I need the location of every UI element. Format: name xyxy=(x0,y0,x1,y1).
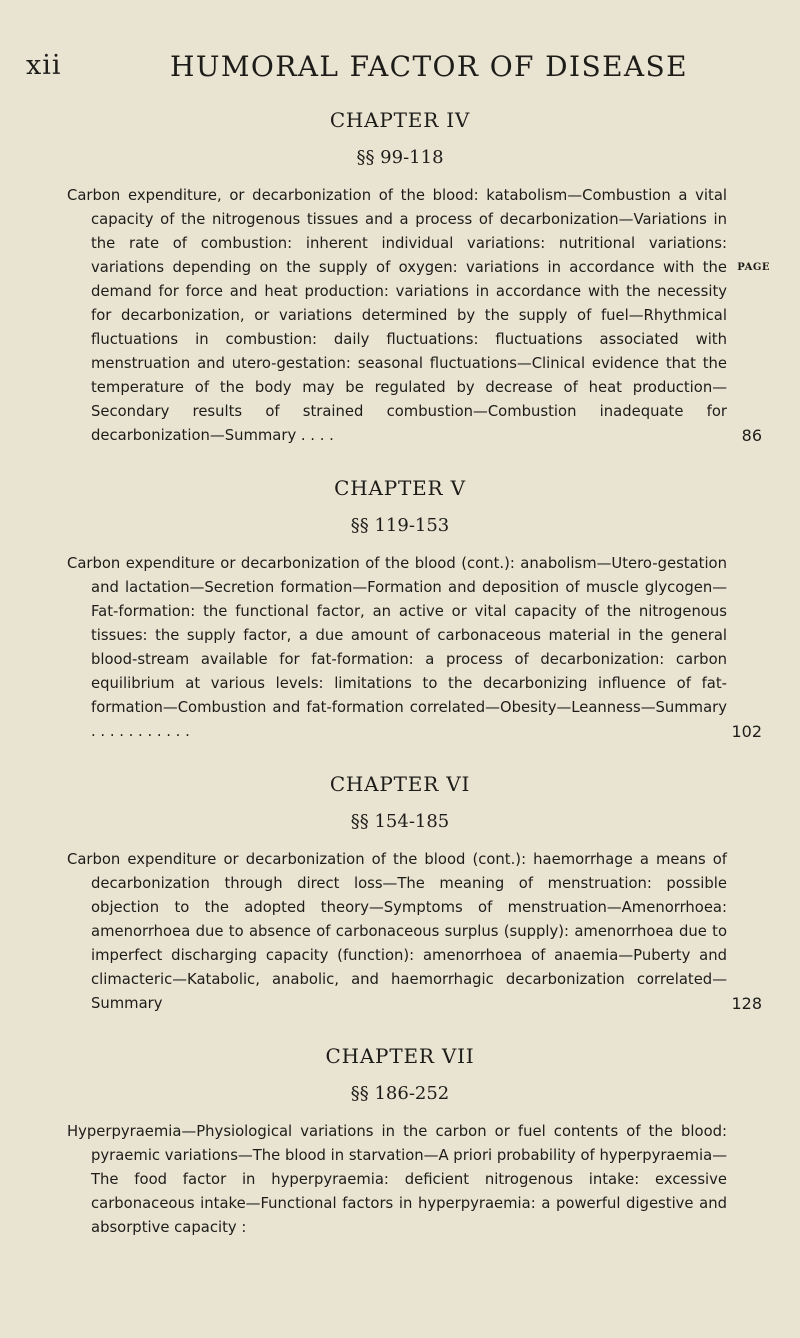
chapter-sections: §§ 186-252 xyxy=(350,1083,450,1104)
chapter-heading xyxy=(0,108,800,168)
chapter-sections: §§ 154-185 xyxy=(350,811,450,832)
chapter-title: CHAPTER VI xyxy=(329,772,471,796)
chapter-sections: §§ 119-153 xyxy=(350,515,450,536)
chapter-summary xyxy=(67,184,727,448)
running-title: HUMORAL FACTOR OF DISEASE xyxy=(170,50,688,83)
chapter-page-number: 102 xyxy=(731,722,762,741)
chapter-summary xyxy=(67,1120,727,1240)
running-head xyxy=(26,50,774,90)
chapter-summary xyxy=(67,848,727,1016)
page-number-roman: xii xyxy=(26,50,62,81)
chapter-title: CHAPTER VII xyxy=(325,1044,475,1068)
chapter-heading xyxy=(0,1044,800,1104)
chapter-summary-text: Carbon expenditure or decarbonization of the blood (cont.): anabolism—Utero-gestation and lactation—Secretion formation—Formation and deposition of muscle glycogen—Fat-formation: the functional factor, an active or vital capacity of the nitrogenous tissues: the supply factor, a due amount of carbonaceous material in the general blood-stream available for fat-formation: a process of decarbonization: carbon equilibrium at various levels: limitations to the decarbonizing influence of fat-formation—Combustion and fat-formation correlated—Obesity—Leanness—Summary . . . . . . . . . . . xyxy=(67,555,727,740)
chapter-page-number: 86 xyxy=(741,426,762,445)
chapter-sections: §§ 99-118 xyxy=(356,147,444,168)
chapter-title: CHAPTER V xyxy=(334,476,466,500)
chapter-summary xyxy=(67,552,727,744)
chapter-summary-text: Hyperpyraemia—Physiological variations in the carbon or fuel contents of the blood: pyraemic variations—The blood in starvation—A priori probability of hyperpyraemia—The food factor in hyperpyraemia: deficient nitrogenous intake: excessive carbonaceous intake—Functional factors in hyperpyraemia: a powerful digestive and absorptive capacity : xyxy=(67,1123,727,1236)
page-column-label: PAGE xyxy=(737,262,770,273)
chapter-page-number: 128 xyxy=(731,994,762,1013)
chapter-heading xyxy=(0,772,800,832)
chapter-heading xyxy=(0,476,800,536)
chapter-title: CHAPTER IV xyxy=(329,108,471,132)
chapter-summary-text: Carbon expenditure or decarbonization of the blood (cont.): haemorrhage a means of decarbonization through direct loss—The meaning of menstruation: possible objection to the adopted theory—Symptoms of menstruation—Amenorrhoea: amenorrhoea due to absence of carbonaceous surplus (supply): amenorrhoea due to imperfect discharging capacity (function): amenorrhoea of anaemia—Puberty and climacteric—Katabolic, anabolic, and haemorrhagic decarbonization correlated—Summary xyxy=(67,851,727,1012)
chapter-summary-text: Carbon expenditure, or decarbonization of the blood: katabolism—Combustion a vital capacity of the nitrogenous tissues and a process of decarbonization—Variations in the rate of combustion: inherent individual variations: nutritional variations: variations depending on the supply of oxygen: variations in accordance with the demand for force and heat production: variations in accordance with the necessity for decarbonization, or variations determined by the supply of fuel—Rhythmical fluctuations in combustion: daily fluctuations: fluctuations associated with menstruation and utero-gestation: seasonal fluctuations—Clinical evidence that the temperature of the body may be regulated by decrease of heat production—Secondary results of strained combustion—Combustion inadequate for decarbonization—Summary . . . . xyxy=(67,187,727,444)
